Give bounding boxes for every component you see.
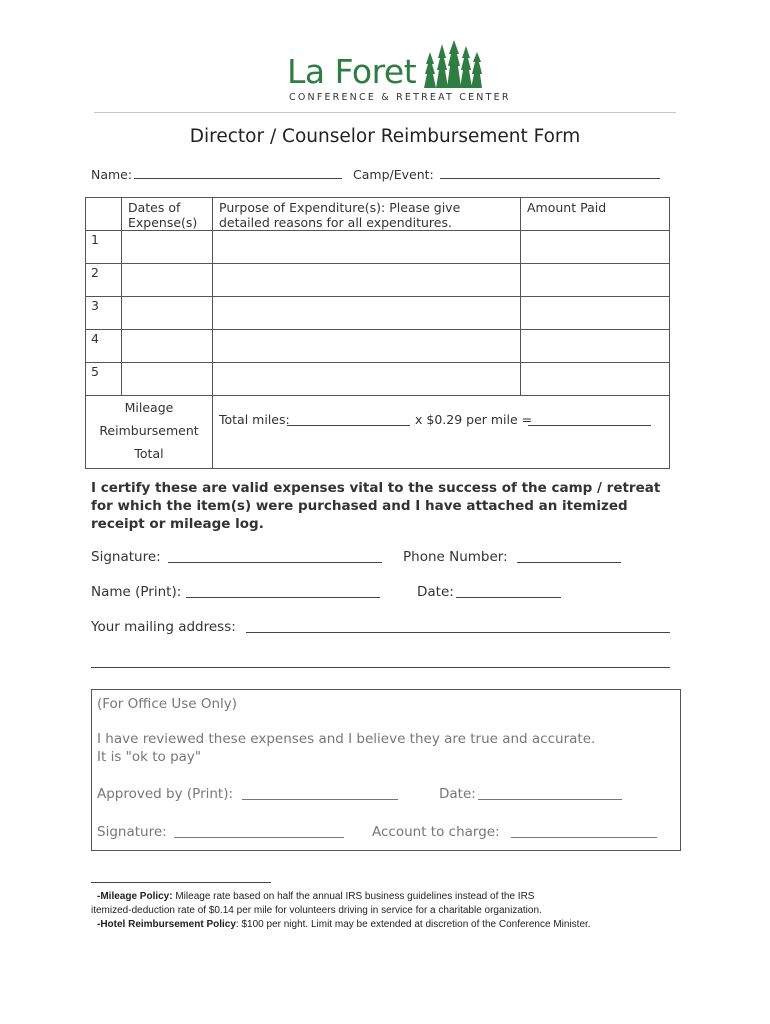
- mileage-label-cell: [86, 396, 213, 469]
- total-miles-field[interactable]: [287, 425, 410, 426]
- mileage-row: [86, 396, 670, 469]
- camp-event-label: Camp/Event:: [353, 167, 434, 182]
- form-title: Director / Counselor Reimbursement Form: [189, 126, 581, 147]
- mileage-rate-text: x $0.29 per mile =: [415, 412, 533, 427]
- dates-cell[interactable]: [122, 363, 213, 396]
- amount-cell[interactable]: [521, 330, 670, 363]
- office-date-label: Date:: [439, 786, 476, 802]
- mileage-calc-cell: [213, 396, 670, 469]
- logo-wordmark: La Foret: [287, 52, 417, 91]
- amount-cell[interactable]: [521, 264, 670, 297]
- row-number: 3: [86, 297, 122, 330]
- mileage-label: Mileage: [124, 400, 174, 415]
- header-amount: Amount Paid: [521, 198, 670, 231]
- name-label: Name:: [91, 167, 133, 182]
- footnote-divider: [91, 882, 271, 883]
- row-number: 2: [86, 264, 122, 297]
- mileage-policy-footnote-line2: itemized-deduction rate of $0.14 per mile for volunteers driving in service for a charitable organization.: [91, 905, 542, 916]
- expense-table: [85, 197, 670, 469]
- signature-field[interactable]: [168, 562, 382, 563]
- dates-cell[interactable]: [122, 264, 213, 297]
- approved-by-label: Approved by (Print):: [97, 786, 234, 802]
- name-print-field[interactable]: [186, 597, 380, 598]
- header-dates: Dates of Expense(s): [122, 198, 213, 231]
- mileage-policy-text: Mileage rate based on half the annual IRS business guidelines instead of the IRS: [172, 891, 535, 902]
- hotel-policy-title: -Hotel Reimbursement Policy: [97, 919, 236, 930]
- mileage-amount-field[interactable]: [528, 425, 651, 426]
- dates-cell[interactable]: [122, 297, 213, 330]
- mileage-policy-footnote: [97, 891, 534, 902]
- row-number: 1: [86, 231, 122, 264]
- table-row: [86, 264, 670, 297]
- amount-cell[interactable]: [521, 363, 670, 396]
- header-divider: [94, 112, 676, 113]
- header-number-cell: [86, 198, 122, 231]
- office-date-field[interactable]: [478, 799, 622, 800]
- hotel-policy-text: : $100 per night. Limit may be extended at discretion of the Conference Minister.: [235, 919, 591, 930]
- table-row: [86, 330, 670, 363]
- row-number: 4: [86, 330, 122, 363]
- row-number: 5: [86, 363, 122, 396]
- table-row: [86, 363, 670, 396]
- table-row: [86, 297, 670, 330]
- dates-cell[interactable]: [122, 330, 213, 363]
- table-row: [86, 231, 670, 264]
- mailing-address-label: Your mailing address:: [91, 619, 236, 635]
- name-print-label: Name (Print):: [91, 584, 182, 600]
- reimbursement-label: Reimbursement: [99, 423, 199, 438]
- account-field[interactable]: [511, 837, 657, 838]
- office-review-text: I have reviewed these expenses and I believe they are true and accurate.: [97, 731, 596, 747]
- phone-field[interactable]: [517, 562, 621, 563]
- mailing-address-field[interactable]: [246, 632, 670, 633]
- office-signature-field[interactable]: [174, 837, 344, 838]
- purpose-cell[interactable]: [213, 264, 521, 297]
- approved-by-field[interactable]: [242, 799, 398, 800]
- pine-trees-icon: [424, 40, 482, 88]
- mileage-policy-title: -Mileage Policy:: [97, 891, 173, 902]
- hotel-policy-footnote: [97, 919, 591, 930]
- amount-cell[interactable]: [521, 297, 670, 330]
- account-label: Account to charge:: [372, 824, 500, 840]
- name-field[interactable]: [134, 178, 342, 179]
- date-label: Date:: [417, 584, 454, 600]
- mailing-address-field-line2[interactable]: [91, 667, 670, 668]
- office-use-heading: (For Office Use Only): [97, 696, 238, 712]
- certification-text: I certify these are valid expenses vital to the success of the camp / retreat for which the item(s) were purchased and I have attached an itemized receipt or mileage log.: [91, 480, 661, 532]
- purpose-cell[interactable]: [213, 297, 521, 330]
- camp-event-field[interactable]: [440, 178, 660, 179]
- amount-cell[interactable]: [521, 231, 670, 264]
- office-ok-to-pay-text: It is "ok to pay": [97, 749, 202, 765]
- logo-tagline: CONFERENCE & RETREAT CENTER: [289, 92, 511, 103]
- date-field[interactable]: [456, 597, 561, 598]
- office-signature-label: Signature:: [97, 824, 167, 840]
- purpose-cell[interactable]: [213, 363, 521, 396]
- purpose-cell[interactable]: [213, 330, 521, 363]
- total-label: Total: [134, 446, 164, 461]
- dates-cell[interactable]: [122, 231, 213, 264]
- phone-label: Phone Number:: [403, 549, 508, 565]
- signature-label: Signature:: [91, 549, 161, 565]
- total-miles-label: Total miles:: [219, 412, 290, 427]
- header-purpose: Purpose of Expenditure(s): Please give detailed reasons for all expenditures.: [213, 198, 521, 231]
- table-header-row: [86, 198, 670, 231]
- purpose-cell[interactable]: [213, 231, 521, 264]
